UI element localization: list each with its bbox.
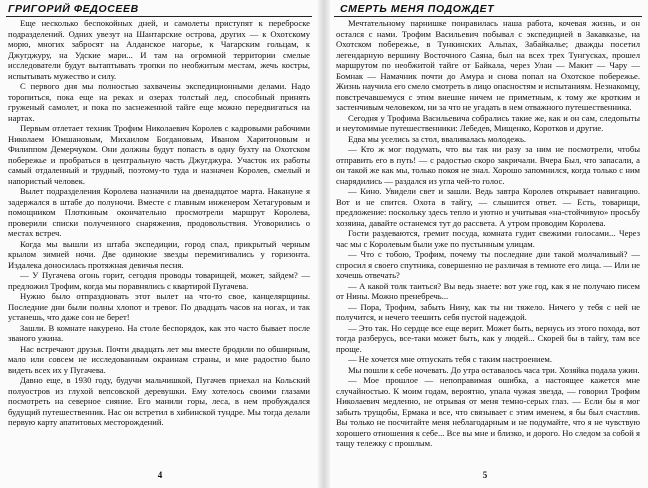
paragraph: — Мое прошлое — непоправимая ошибка, а настоящее кажется мне случайностью. К моим годам, вероятно, упала чужая звезда, — говорил Трофим Николаевич медленно, не отрывая от меня темно-серых глаз. — Если бы я мог забыть трущобы, Ермака и все, что связывает с этим именем, я бы был счастлив. Вы только не посчитайте меня неблагодарным и не подумайте, что я не чувствую хорошего отношения к себе... Все вы мне и близко, и дорого. Но следом за собой я тащу тележку с прошлым. [336, 375, 640, 448]
left-page-text [8, 18, 310, 464]
paragraph: Нас встречают друзья. Почти двадцать лет мы вместе бродили по обширным, мало или совсем не исследованным окраинам страны, и мне радостно было видеть всех их у Пугачева. [8, 343, 310, 375]
paragraph: Гости раздеваются, гремит посуда, комната гудит свежими голосами... Через час мы с Королевым были уже по пустынным улицам. [336, 228, 640, 249]
paragraph: Едва мы уселись за стол, вваливалась молодежь. [348, 133, 527, 144]
paragraph: — Это так. Но сердце все еще верит. Может быть, вернусь из этого похода, вот тогда разберусь, все-таки может быть, как у людей... Скорей бы в тайгу, там все проще. [336, 322, 640, 354]
paragraph: — Пора, Трофим, забыть Нину, как ты ни тяжело. Ничего у тебя с ней не получится, и нечего теешить себя пустой надеждой. [336, 301, 640, 322]
paragraph: Вылет подразделения Королева назначили на двенадцатое марта. Накануне я задержался в штабе до полуночи. Вместе с главным инженером Хетагуровым и помощником Плоткиным окончательно просмотрели маршрут Королева, проверили списки полученного снаряжения, продовольствия. Уговорились о местах встреч. [8, 186, 310, 238]
running-header-left: ГРИГОРИЙ ФЕДОСЕЕВ [8, 3, 139, 15]
header-rule-left [6, 16, 312, 17]
paragraph: Сегодня у Трофима Васильевича собрались такие же, как и он сам, следопыты и неутомимые путешественники: Лебедев, Мищенко, Коротков и другие. [336, 112, 640, 133]
paragraph: — Кино. Увидели свет и зашли. Ведь завтра Королев открывает навигацию. Вот и не спится. Охота в тайгу, — слышится ответ. — Есть, товарищи, предложение: поскольку здесь тепло и уютно и учитывая «на-стойчивую» просьбу хозяина, давайте останемся тут до рассвета. А утром проводим Королева. [336, 186, 640, 228]
page-number-right: 5 [482, 470, 488, 480]
paragraph: Давно еще, в 1930 году, будучи мальчишкой, Пугачев приехал на Кольский полуостров из глухой вепсовской деревушки. Ему хотелось своими глазами посмотреть на северное сияние. Его манили горы, леса, в нем пробуждался будущий путешественник. Нас он встретил в хибинской тундре. Мы тогда делали первую карту апатитовых месторождений. [8, 375, 310, 427]
paragraph: Первым отлетает техник Трофим Николаевич Королев с кадровыми рабочими Николаем Юмшановым, Михаилом Богдановым, Иваном Харитоновым и Филиппом Демерчуком. Они должны будут попасть в одну бухту на Охотском побережье и пробраться в центральную часть Джугджура. Участок их работы самый отдаленный и трудный, поэтому-то туда и назначен Королев, смелый и напористый человек. [8, 123, 310, 186]
left-page [0, 0, 318, 488]
paragraph: Мечтательному парнишке понравилась наша работа, кочевая жизнь, и он остался с нами. Трофим Васильевич побывал с экспедицией в Закавказье, на Охотском побережье, в Тункинских Альпах, Забайкалье; дважды посетил легендарную вершину Восточного Саяна, был на всех трех Тунгусках, прошел маршрутом по необжитой тайге от Байкала, через Улан — Макит — Чару — Бомнак — Намачник почти до Амура и снова попал на Охотское побережье. Жизнь научила его смело смотреть в лицо опасностям и испытаниям. Незнакомцу, повстречавшемуся с этим внешне ничем не приметным, к тому же кротким и застенчивым человеком, ни за что не угадать в нем отважного путешественника. [336, 18, 640, 112]
paragraph: С первого дня мы полностью захвачены экспедиционными делами. Надо торопиться, пока еще на реках и озерах толстый лед, способный принять груженый самолет, и пока по заснеженной тайге еще можно передвигаться на нартах. [8, 81, 310, 123]
paragraph: — Не хочется мне отпускать тебя с таким настроением. [348, 354, 553, 364]
paragraph: Мы пошли к себе ночевать. До утра оставалось часа три. Хозяйка подала ужин. [348, 364, 640, 375]
paragraph: — Что с тобою, Трофим, почему ты последние дни такой молчаливый? — спросил я своего спутника, совершенно не различая в темноте его лица. — Или не хочешь отвечать? [336, 249, 640, 280]
paragraph: Когда мы вышли из штаба экспедиции, город спал, прикрытый черным крылом зимней ночи. Две одинокие звезды перемигивались у горизонта. Издалека доносилась протяжная девичья песня. [8, 238, 310, 270]
running-header-right: СМЕРТЬ МЕНЯ ПОДОЖДЕТ [340, 3, 495, 15]
paragraph: Зашли. В комнате накурено. На столе беспорядок, как это часто бывает после званого ужина. [8, 322, 310, 343]
right-page-text [336, 18, 640, 464]
paragraph: Нужно было отпраздновать этот вылет на что-то свое, канцелярщины. Последние дни были полны хлопот и тревог. По двадцать часов на ногах, и так устанешь, что даже сон не берет! [8, 291, 310, 322]
page-number-left: 4 [157, 470, 163, 480]
paragraph: — У Пугачева огонь горит, сегодня проводы товарищей, может, зайдем? — предложил Трофим, когда мы поравнялись с квартирой Пугачева. [8, 270, 310, 291]
book-gutter [318, 0, 330, 488]
paragraph: — А какой толк таиться? Вы ведь знаете: вот уже год, как я не получаю писем от Нины. Можно пренебречь... [336, 280, 640, 301]
right-page [330, 0, 648, 488]
header-rule-right [334, 16, 642, 17]
paragraph: Еще несколько беспокойных дней, и самолеты приступят к переброске подразделений. Одних увезут на Шантарские острова, других — к Охотскому морю, многих забросят на Алданское нагорье, к Чагарским гольцам, к Джугджуру, на Удские мари... И там на огромной территории смелые исследователи будут вытаптывать тропки по необжитым местам, жечь костры, испытывать мужество и силу. [8, 18, 310, 81]
paragraph: — Кто ж мог подумать, что вы так ни разу за ним не посмотрели, чтобы отправить его в путь! — с радостью скоро закричали. Вчера Был, что запасали, а он такой же как мы, только покоя не знал. Хорошо запомнился, когда только с ним снарядились — раздался из угла чей-то голос. [336, 144, 640, 186]
